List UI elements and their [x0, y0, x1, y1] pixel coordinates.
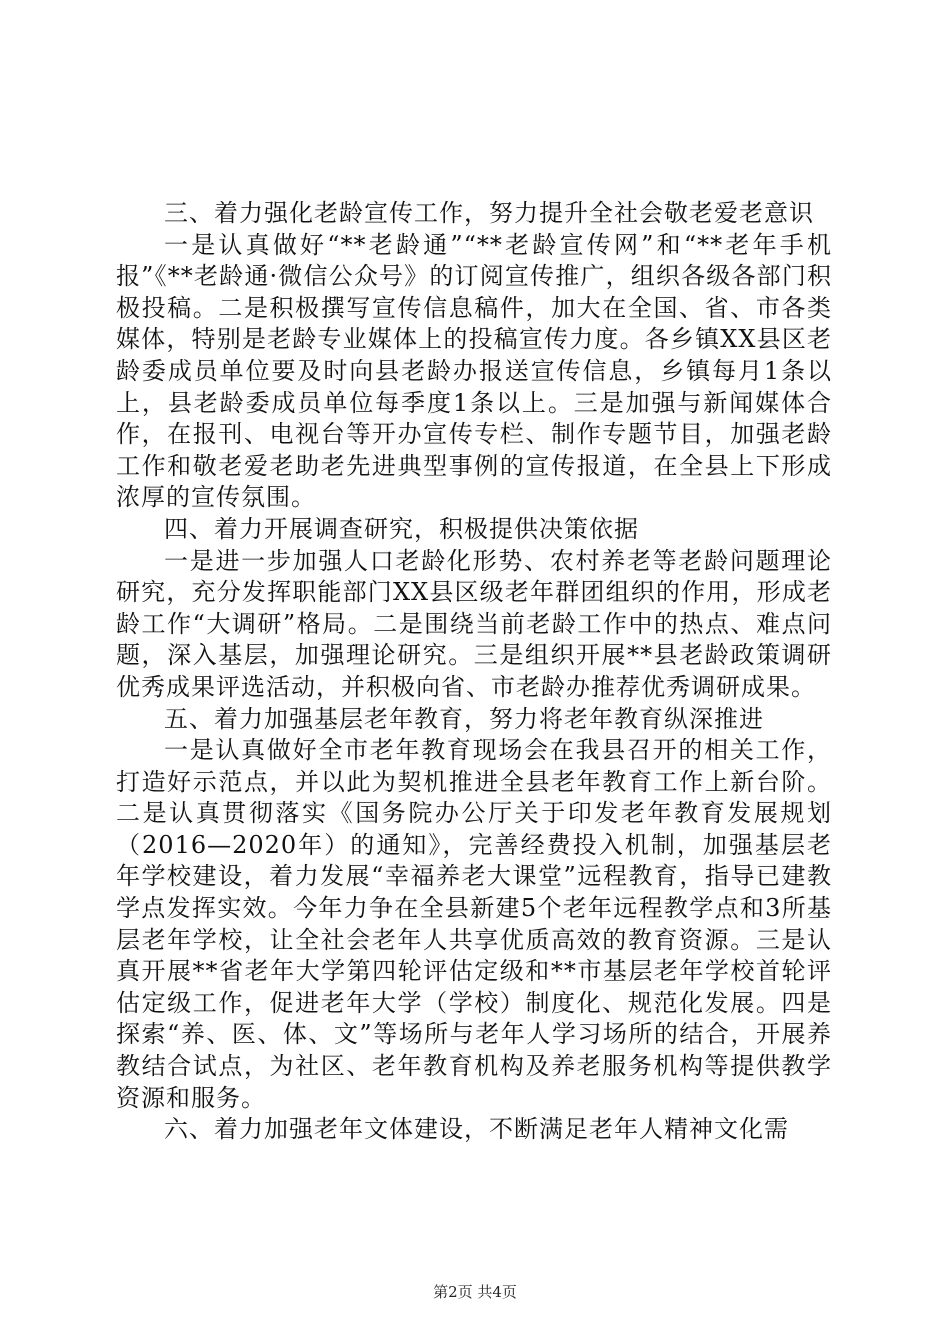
body-paragraph: 一是认真做好全市老年教育现场会在我县召开的相关工作，打造好示范点，并以此为契机推进全县老年教育工作上新台阶。二是认真贯彻落实《国务院办公厅关于印发老年教育发展规划（2016—2020年）的通知》，完善经费投入机制，加强基层老年学校建设，着力发展“幸福养老大课堂”远程教育，指导已建教学点发挥实效。今年力争在全县新建5个老年远程教学点和3所基层老年学校，让全社会老年人共享优质高效的教育资源。三是认真开展**省老年大学第四轮评估定级和**市基层老年学校首轮评估定级工作，促进老年大学（学校）制度化、规范化发展。四是探索“养、医、体、文”等场所与老年人学习场所的结合，开展养教结合试点，为社区、老年教育机构及养老服务机构等提供教学资源和服务。	[116, 736, 832, 1112]
body-paragraph: 一是进一步加强人口老龄化形势、农村养老等老龄问题理论研究，充分发挥职能部门XX县区级老年群团组织的作用，形成老龄工作“大调研”格局。二是围绕当前老龄工作中的热点、难点问题，深入基层，加强理论研究。三是组织开展**县老龄政策调研优秀成果评选活动，并积极向省、市老龄办推荐优秀调研成果。	[116, 546, 832, 701]
page-number-footer: 第2页 共4页	[433, 1283, 517, 1301]
section-heading-5: 五、着力加强基层老年教育，努力将老年教育纵深推进	[164, 704, 764, 733]
section-heading-4: 四、着力开展调查研究，积极提供决策依据	[164, 514, 639, 543]
section-heading-6: 六、着力加强老年文体建设，不断满足老年人精神文化需	[164, 1115, 789, 1144]
body-paragraph: 一是认真做好“**老龄通”“**老龄宣传网”和“**老年手机报”《**老龄通·微信公众号》的订阅宣传推广，组织各级各部门积极投稿。二是积极撰写宣传信息稿件，加大在全国、省、市各类媒体，特别是老龄专业媒体上的投稿宣传力度。各乡镇XX县区老龄委成员单位要及时向县老龄办报送宣传信息，乡镇每月1条以上，县老龄委成员单位每季度1条以上。三是加强与新闻媒体合作，在报刊、电视台等开办宣传专栏、制作专题节目，加强老龄工作和敬老爱老助老先进典型事例的宣传报道，在全县上下形成浓厚的宣传氛围。	[116, 230, 832, 512]
section-heading-3: 三、着力强化老龄宣传工作，努力提升全社会敬老爱老意识	[164, 199, 814, 227]
document-body	[116, 198, 832, 1146]
